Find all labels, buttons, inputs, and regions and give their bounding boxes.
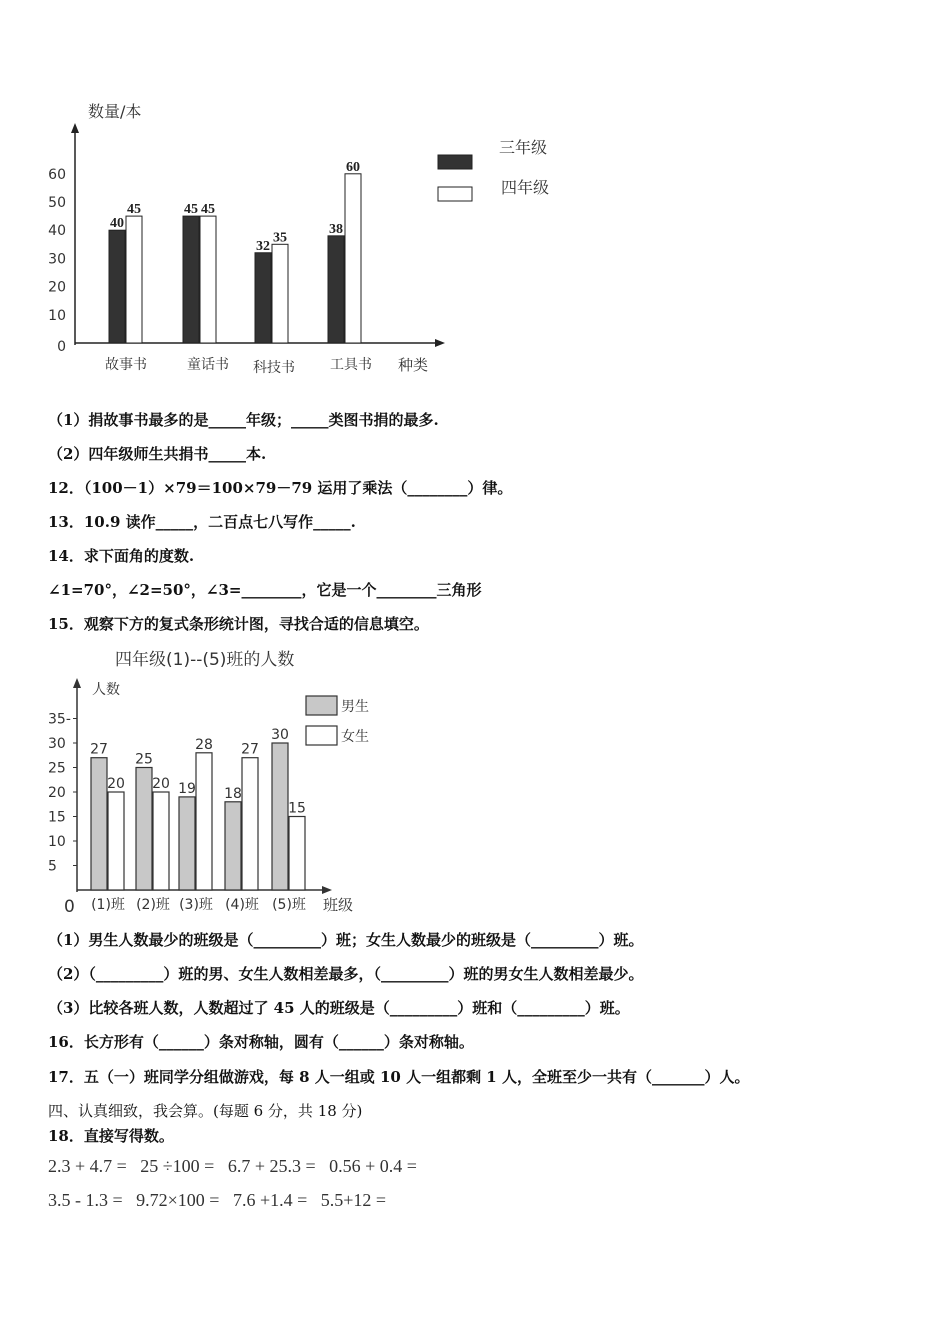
x-axis-arrow <box>435 339 445 347</box>
bar-data-label: 27 <box>90 741 108 758</box>
bar-girls <box>196 753 212 890</box>
y-tick-label: 10 <box>48 307 66 324</box>
y-tick-label: 30 <box>48 736 66 752</box>
y-tick-label: 5 <box>48 858 57 875</box>
bar-girls <box>289 817 305 891</box>
bar-data-label: 40 <box>110 216 124 232</box>
bar-grade4 <box>126 216 142 343</box>
question-17: 17．五（一）班同学分组做游戏，每 8 人一组或 10 人一组都剩 1 人，全班至少一共有（_______）人。 <box>48 1068 750 1086</box>
section-4-heading: 四、认真细致，我会算。(每题 6 分，共 18 分) <box>48 1102 363 1120</box>
bar-data-label: 19 <box>178 780 196 797</box>
bar-data-label: 38 <box>329 221 343 237</box>
book-donation-chart <box>40 95 580 385</box>
x-tick-label: 工具书 <box>330 357 372 373</box>
bar-grade3 <box>328 236 344 343</box>
bar-boys <box>136 768 152 891</box>
question-15-part-1: （1）男生人数最少的班级是（_________）班；女生人数最少的班级是（_________）班。 <box>48 931 644 949</box>
bar-grade4 <box>272 244 288 343</box>
bar-data-label: 30 <box>271 727 289 743</box>
y-tick-label: 50 <box>48 195 66 211</box>
bar-grade4 <box>345 174 361 343</box>
question-18: 18．直接写得数。 <box>48 1127 174 1145</box>
bar-grade3 <box>109 230 125 343</box>
question-16: 16．长方形有（______）条对称轴，圆有（______）条对称轴。 <box>48 1033 474 1051</box>
question-11-part-2: （2）四年级师生共捐书_____本. <box>48 445 267 463</box>
legend-swatch <box>438 155 472 169</box>
bar-data-label: 35 <box>273 230 287 246</box>
x-tick-label: (2)班 <box>136 897 170 913</box>
class-headcount-chart <box>40 640 400 920</box>
question-14-angles: ∠1=70°，∠2=50°，∠3=________，它是一个________三角形 <box>48 581 482 599</box>
y-tick-label: 30 <box>48 251 66 268</box>
legend-swatch <box>306 696 337 715</box>
math-row-2: 3.5 - 1.3 = 9.72×100 = 7.6 +1.4 = 5.5+12 = <box>48 1190 387 1210</box>
y-axis-label: 人数 <box>92 682 120 698</box>
bar-boys <box>272 743 288 890</box>
chart-title: 四年级(1)--(5)班的人数 <box>115 650 295 670</box>
bar-data-label: 28 <box>195 736 213 753</box>
question-13: 13．10.9 读作_____，二百点七八写作_____. <box>48 513 356 531</box>
bar-data-label: 45 <box>127 202 141 218</box>
math-row-1: 2.3 + 4.7 = 25 ÷100 = 6.7 + 25.3 = 0.56 + 0.4 = <box>48 1156 417 1176</box>
bar-boys <box>179 797 195 890</box>
y-tick-label: 20 <box>48 785 66 801</box>
legend-swatch <box>306 726 337 745</box>
x-tick-label: (1)班 <box>91 897 125 913</box>
bar-data-label: 15 <box>288 800 306 817</box>
bar-grade3 <box>183 216 199 343</box>
y-tick-label: 20 <box>48 279 66 296</box>
y-tick-label: 0 <box>57 339 66 355</box>
y-axis-arrow <box>71 123 79 133</box>
legend-label: 男生 <box>341 699 369 715</box>
x-tick-label: (5)班 <box>272 897 306 913</box>
y-tick-label: 10 <box>48 834 66 850</box>
bar-data-label: 18 <box>224 785 242 802</box>
bar-data-label: 45 <box>184 202 198 218</box>
bar-girls <box>153 792 169 890</box>
legend-label: 三年级 <box>499 138 548 157</box>
bar-boys <box>91 758 107 890</box>
origin-label: 0 <box>64 897 75 917</box>
bar-data-label: 45 <box>201 202 215 218</box>
bar-data-label: 20 <box>107 776 125 792</box>
y-tick-label: 25 <box>48 760 66 777</box>
y-tick-label: 40 <box>48 223 66 240</box>
bar-grade4 <box>200 216 216 343</box>
legend-label: 女生 <box>341 729 369 745</box>
bar-girls <box>108 792 124 890</box>
x-tick-label: 科技书 <box>253 360 295 376</box>
y-axis-label: 数量/本 <box>88 102 142 121</box>
bar-boys <box>225 802 241 890</box>
question-15-part-3: （3）比较各班人数，人数超过了 45 人的班级是（_________）班和（_________）班。 <box>48 999 630 1017</box>
x-tick-label: 故事书 <box>105 357 147 373</box>
bar-data-label: 27 <box>241 741 259 758</box>
y-tick-label: 60 <box>48 166 66 183</box>
x-axis-label: 种类 <box>398 356 429 374</box>
bar-data-label: 25 <box>135 751 153 768</box>
question-14: 14．求下面角的度数. <box>48 547 195 565</box>
x-tick-label: (4)班 <box>225 897 259 913</box>
y-tick-label: 35- <box>48 711 71 728</box>
bar-data-label: 20 <box>152 776 170 792</box>
question-11-part-1: （1）捐故事书最多的是_____年级；_____类图书捐的最多. <box>48 411 439 429</box>
y-tick-label: 15 <box>48 809 66 826</box>
bar-girls <box>242 758 258 890</box>
question-15: 15．观察下方的复式条形统计图，寻找合适的信息填空。 <box>48 615 429 633</box>
x-axis-arrow <box>322 886 332 894</box>
bar-data-label: 32 <box>256 238 270 254</box>
question-15-part-2: （2）（_________）班的男、女生人数相差最多，（_________）班的男女生人数相差最少。 <box>48 965 644 983</box>
bar-data-label: 60 <box>346 159 360 175</box>
legend-label: 四年级 <box>501 178 550 197</box>
question-12: 12．（100－1）×79＝100×79－79 运用了乘法（________）律。 <box>48 479 513 497</box>
y-axis-arrow <box>73 678 81 688</box>
bar-grade3 <box>255 253 271 343</box>
legend-swatch <box>438 187 472 201</box>
x-tick-label: 童话书 <box>187 357 229 373</box>
x-axis-label: 班级 <box>323 896 354 914</box>
x-tick-label: (3)班 <box>179 897 213 913</box>
